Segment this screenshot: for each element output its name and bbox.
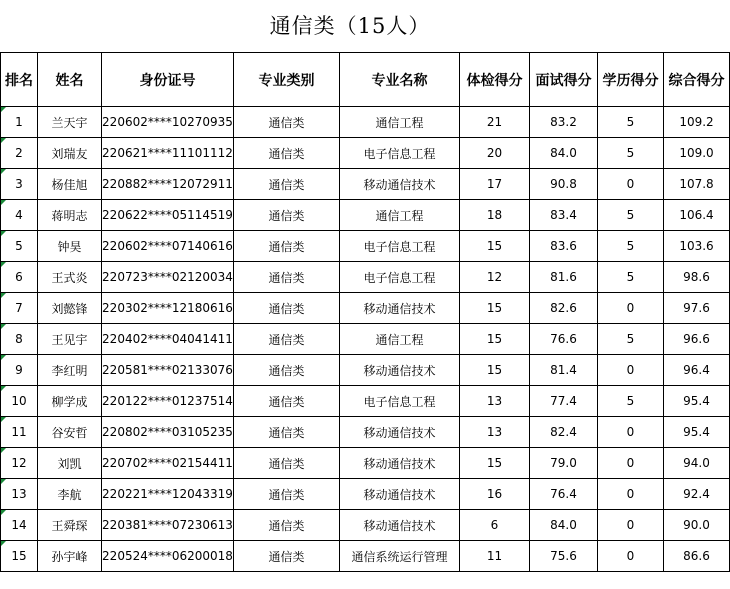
table-row <box>1 107 730 138</box>
interview-score-cell[interactable]: 75.6 <box>530 541 598 572</box>
major-name-cell[interactable]: 电子信息工程 <box>340 231 460 262</box>
physical-score-cell[interactable]: 21 <box>460 107 530 138</box>
rank-cell[interactable]: 6 <box>1 262 38 293</box>
table-row <box>1 231 730 262</box>
id-number-cell[interactable]: 220381****07230613 <box>102 510 234 541</box>
header-total-score: 综合得分 <box>664 53 730 107</box>
rank-cell[interactable]: 3 <box>1 169 38 200</box>
education-score-cell[interactable]: 0 <box>598 541 664 572</box>
physical-score-cell[interactable]: 15 <box>460 324 530 355</box>
total-score-cell[interactable]: 95.4 <box>664 417 730 448</box>
id-number-cell[interactable]: 220622****05114519 <box>102 200 234 231</box>
name-cell[interactable]: 钟昊 <box>38 231 102 262</box>
physical-score-cell[interactable]: 11 <box>460 541 530 572</box>
major-category-cell[interactable]: 通信类 <box>234 293 340 324</box>
education-score-cell[interactable]: 5 <box>598 231 664 262</box>
physical-score-cell[interactable]: 6 <box>460 510 530 541</box>
major-name-cell[interactable]: 移动通信技术 <box>340 448 460 479</box>
education-score-cell[interactable]: 0 <box>598 417 664 448</box>
education-score-cell[interactable]: 0 <box>598 479 664 510</box>
major-name-cell[interactable]: 通信工程 <box>340 200 460 231</box>
physical-score-cell[interactable]: 13 <box>460 386 530 417</box>
major-category-cell[interactable]: 通信类 <box>234 231 340 262</box>
rank-cell[interactable]: 14 <box>1 510 38 541</box>
name-cell[interactable]: 王舜琛 <box>38 510 102 541</box>
major-name-cell[interactable]: 电子信息工程 <box>340 138 460 169</box>
interview-score-cell[interactable]: 83.4 <box>530 200 598 231</box>
physical-score-cell[interactable]: 13 <box>460 417 530 448</box>
rank-cell[interactable]: 2 <box>1 138 38 169</box>
header-name: 姓名 <box>38 53 102 107</box>
major-category-cell[interactable]: 通信类 <box>234 262 340 293</box>
major-category-cell[interactable]: 通信类 <box>234 169 340 200</box>
name-cell[interactable]: 王式炎 <box>38 262 102 293</box>
physical-score-cell[interactable]: 18 <box>460 200 530 231</box>
name-cell[interactable]: 谷安哲 <box>38 417 102 448</box>
total-score-cell[interactable]: 109.0 <box>664 138 730 169</box>
name-cell[interactable]: 孙宇峰 <box>38 541 102 572</box>
physical-score-cell[interactable]: 20 <box>460 138 530 169</box>
education-score-cell[interactable]: 0 <box>598 169 664 200</box>
table-row <box>1 479 730 510</box>
table-row <box>1 448 730 479</box>
total-score-cell[interactable]: 107.8 <box>664 169 730 200</box>
education-score-cell[interactable]: 5 <box>598 200 664 231</box>
total-score-cell[interactable]: 95.4 <box>664 386 730 417</box>
total-score-cell[interactable]: 92.4 <box>664 479 730 510</box>
table-row <box>1 169 730 200</box>
name-cell[interactable]: 刘凯 <box>38 448 102 479</box>
name-cell[interactable]: 王见宇 <box>38 324 102 355</box>
physical-score-cell[interactable]: 12 <box>460 262 530 293</box>
major-name-cell[interactable]: 通信工程 <box>340 107 460 138</box>
header-major-category: 专业类别 <box>234 53 340 107</box>
id-number-cell[interactable]: 220122****01237514 <box>102 386 234 417</box>
rank-cell[interactable]: 10 <box>1 386 38 417</box>
id-number-cell[interactable]: 220802****03105235 <box>102 417 234 448</box>
table-row <box>1 355 730 386</box>
name-cell[interactable]: 李航 <box>38 479 102 510</box>
total-score-cell[interactable]: 90.0 <box>664 510 730 541</box>
interview-score-cell[interactable]: 81.6 <box>530 262 598 293</box>
major-name-cell[interactable]: 移动通信技术 <box>340 169 460 200</box>
rank-cell[interactable]: 9 <box>1 355 38 386</box>
major-name-cell[interactable]: 移动通信技术 <box>340 355 460 386</box>
major-category-cell[interactable]: 通信类 <box>234 541 340 572</box>
major-name-cell[interactable]: 电子信息工程 <box>340 386 460 417</box>
major-name-cell[interactable]: 移动通信技术 <box>340 417 460 448</box>
interview-score-cell[interactable]: 83.2 <box>530 107 598 138</box>
rank-cell[interactable]: 15 <box>1 541 38 572</box>
major-category-cell[interactable]: 通信类 <box>234 417 340 448</box>
name-cell[interactable]: 杨佳旭 <box>38 169 102 200</box>
education-score-cell[interactable]: 5 <box>598 324 664 355</box>
education-score-cell[interactable]: 5 <box>598 262 664 293</box>
major-category-cell[interactable]: 通信类 <box>234 510 340 541</box>
total-score-cell[interactable]: 109.2 <box>664 107 730 138</box>
rank-cell[interactable]: 4 <box>1 200 38 231</box>
education-score-cell[interactable]: 0 <box>598 355 664 386</box>
education-score-cell[interactable]: 5 <box>598 138 664 169</box>
total-score-cell[interactable]: 106.4 <box>664 200 730 231</box>
header-interview-score: 面试得分 <box>530 53 598 107</box>
rank-cell[interactable]: 13 <box>1 479 38 510</box>
header-physical-score: 体检得分 <box>460 53 530 107</box>
total-score-cell[interactable]: 98.6 <box>664 262 730 293</box>
header-education-score: 学历得分 <box>598 53 664 107</box>
table-header <box>1 53 730 107</box>
major-category-cell[interactable]: 通信类 <box>234 479 340 510</box>
major-name-cell[interactable]: 移动通信技术 <box>340 293 460 324</box>
name-cell[interactable]: 兰天宇 <box>38 107 102 138</box>
total-score-cell[interactable]: 94.0 <box>664 448 730 479</box>
physical-score-cell[interactable]: 15 <box>460 448 530 479</box>
name-cell[interactable]: 李红明 <box>38 355 102 386</box>
id-number-cell[interactable]: 220621****11101112 <box>102 138 234 169</box>
table-row <box>1 386 730 417</box>
id-number-cell[interactable]: 220402****04041411 <box>102 324 234 355</box>
table-row <box>1 324 730 355</box>
major-name-cell[interactable]: 移动通信技术 <box>340 510 460 541</box>
header-rank: 排名 <box>1 53 38 107</box>
table-row <box>1 417 730 448</box>
id-number-cell[interactable]: 220221****12043319 <box>102 479 234 510</box>
interview-score-cell[interactable]: 84.0 <box>530 510 598 541</box>
id-number-cell[interactable]: 220882****12072911 <box>102 169 234 200</box>
physical-score-cell[interactable]: 17 <box>460 169 530 200</box>
rank-cell[interactable]: 11 <box>1 417 38 448</box>
education-score-cell[interactable]: 0 <box>598 448 664 479</box>
interview-score-cell[interactable]: 82.4 <box>530 417 598 448</box>
table-row <box>1 541 730 572</box>
total-score-cell[interactable]: 86.6 <box>664 541 730 572</box>
total-score-cell[interactable]: 96.4 <box>664 355 730 386</box>
interview-score-cell[interactable]: 90.8 <box>530 169 598 200</box>
major-category-cell[interactable]: 通信类 <box>234 107 340 138</box>
major-name-cell[interactable]: 电子信息工程 <box>340 262 460 293</box>
results-table <box>0 52 730 572</box>
interview-score-cell[interactable]: 77.4 <box>530 386 598 417</box>
sheet-title: 通信类（15人） <box>269 14 431 38</box>
id-number-cell[interactable]: 220302****12180616 <box>102 293 234 324</box>
id-number-cell[interactable]: 220702****02154411 <box>102 448 234 479</box>
major-category-cell[interactable]: 通信类 <box>234 324 340 355</box>
total-score-cell[interactable]: 97.6 <box>664 293 730 324</box>
rank-cell[interactable]: 5 <box>1 231 38 262</box>
total-score-cell[interactable]: 96.6 <box>664 324 730 355</box>
major-name-cell[interactable]: 移动通信技术 <box>340 479 460 510</box>
major-category-cell[interactable]: 通信类 <box>234 386 340 417</box>
major-name-cell[interactable]: 通信工程 <box>340 324 460 355</box>
name-cell[interactable]: 蒋明志 <box>38 200 102 231</box>
interview-score-cell[interactable]: 83.6 <box>530 231 598 262</box>
interview-score-cell[interactable]: 81.4 <box>530 355 598 386</box>
table-row <box>1 293 730 324</box>
id-number-cell[interactable]: 220524****06200018 <box>102 541 234 572</box>
table-row <box>1 510 730 541</box>
education-score-cell[interactable]: 5 <box>598 386 664 417</box>
table-body <box>1 107 730 572</box>
name-cell[interactable]: 刘懿锋 <box>38 293 102 324</box>
rank-cell[interactable]: 12 <box>1 448 38 479</box>
header-major-name: 专业名称 <box>340 53 460 107</box>
education-score-cell[interactable]: 0 <box>598 293 664 324</box>
rank-cell[interactable]: 1 <box>1 107 38 138</box>
table-row <box>1 262 730 293</box>
id-number-cell[interactable]: 220723****02120034 <box>102 262 234 293</box>
interview-score-cell[interactable]: 82.6 <box>530 293 598 324</box>
header-id-number: 身份证号 <box>102 53 234 107</box>
table-row <box>1 200 730 231</box>
interview-score-cell[interactable]: 76.4 <box>530 479 598 510</box>
rank-cell[interactable]: 8 <box>1 324 38 355</box>
education-score-cell[interactable]: 0 <box>598 510 664 541</box>
interview-score-cell[interactable]: 79.0 <box>530 448 598 479</box>
total-score-cell[interactable]: 103.6 <box>664 231 730 262</box>
interview-score-cell[interactable]: 84.0 <box>530 138 598 169</box>
major-name-cell[interactable]: 通信系统运行管理 <box>340 541 460 572</box>
physical-score-cell[interactable]: 16 <box>460 479 530 510</box>
name-cell[interactable]: 刘瑞友 <box>38 138 102 169</box>
education-score-cell[interactable]: 5 <box>598 107 664 138</box>
major-category-cell[interactable]: 通信类 <box>234 355 340 386</box>
name-cell[interactable]: 柳学成 <box>38 386 102 417</box>
major-category-cell[interactable]: 通信类 <box>234 200 340 231</box>
id-number-cell[interactable]: 220602****10270935 <box>102 107 234 138</box>
physical-score-cell[interactable]: 15 <box>460 231 530 262</box>
major-category-cell[interactable]: 通信类 <box>234 448 340 479</box>
table-row <box>1 138 730 169</box>
id-number-cell[interactable]: 220602****07140616 <box>102 231 234 262</box>
physical-score-cell[interactable]: 15 <box>460 355 530 386</box>
rank-cell[interactable]: 7 <box>1 293 38 324</box>
interview-score-cell[interactable]: 76.6 <box>530 324 598 355</box>
major-category-cell[interactable]: 通信类 <box>234 138 340 169</box>
id-number-cell[interactable]: 220581****02133076 <box>102 355 234 386</box>
physical-score-cell[interactable]: 15 <box>460 293 530 324</box>
